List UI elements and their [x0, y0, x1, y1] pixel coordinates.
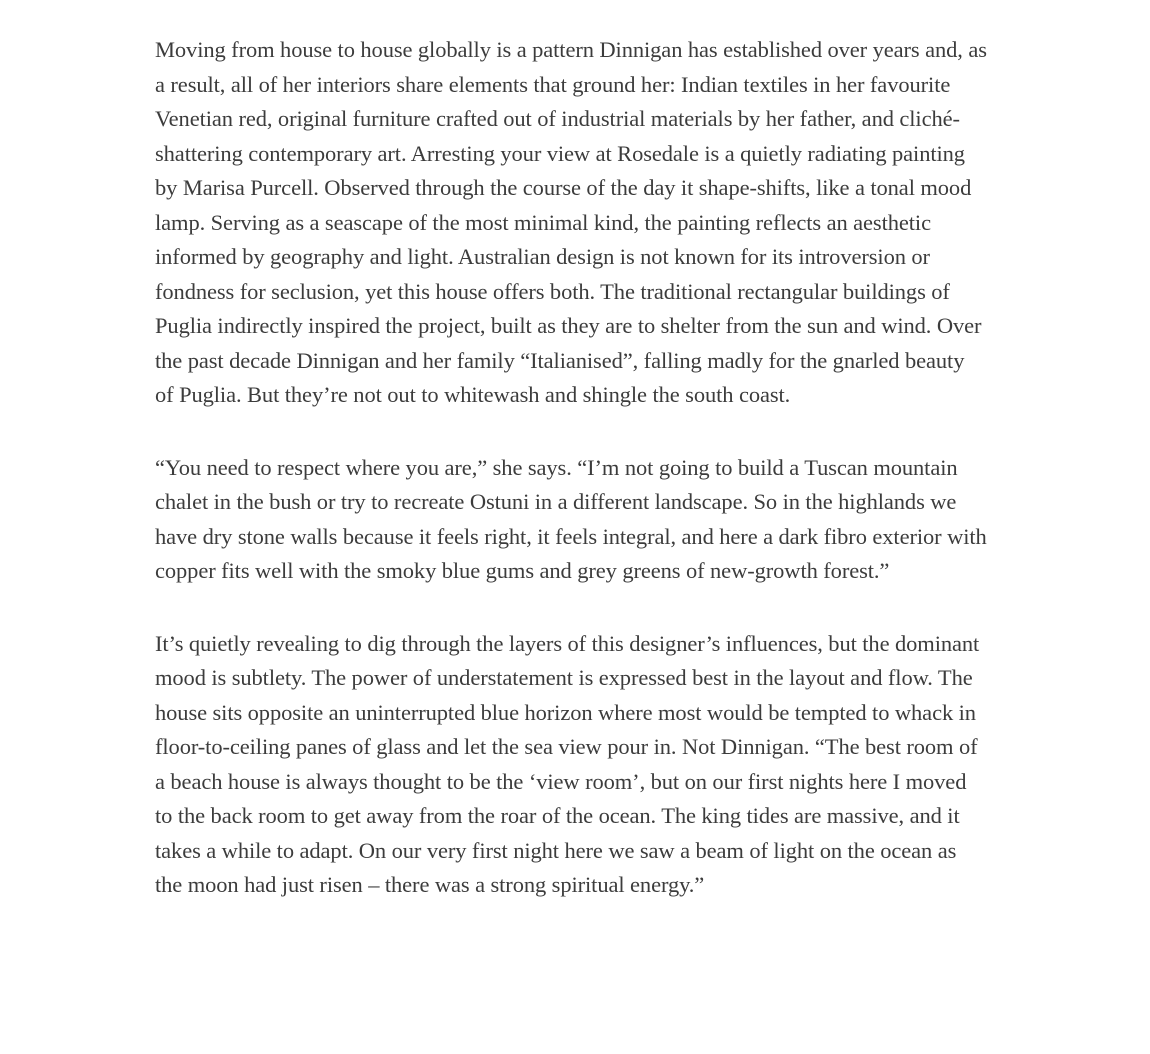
article-paragraph-3: It’s quietly revealing to dig through the layers of this designer’s influences, but the dominant mood is subtlety. The power of understatement is expressed best in the layout and flow. The house sits opposite an uninterrupted blue horizon where most would be tempted to whack in floor-to-ceiling panes of glass and let the sea view pour in. Not Dinnigan. “The best room of a beach house is always thought to be the ‘view room’, but on our first nights here I moved to the back room to get away from the roar of the ocean. The king tides are massive, and it takes a while to adapt. On our very first night here we saw a beam of light on the ocean as the moon had just risen – there was a strong spiritual energy.”	[155, 630, 980, 897]
article-body	[155, 33, 987, 903]
article-paragraph-2: “You need to respect where you are,” she says. “I’m not going to build a Tuscan mountain chalet in the bush or try to recreate Ostuni in a different landscape. So in the highlands we have dry stone walls because it feels right, it feels integral, and here a dark fibro exterior with copper fits well with the smoky blue gums and grey greens of new-growth forest.”	[155, 454, 987, 583]
article-paragraph-1: Moving from house to house globally is a pattern Dinnigan has established over years and, as a result, all of her interiors share elements that ground her: Indian textiles in her favourite Venetian red, original furniture crafted out of industrial materials by her father, and cliché-shattering contemporary art. Arresting your view at Rosedale is a quietly radiating painting by Marisa Purcell. Observed through the course of the day it shape-shifts, like a tonal mood lamp. Serving as a seascape of the most minimal kind, the painting reflects an aesthetic informed by geography and light. Australian design is not known for its introversion or fondness for seclusion, yet this house offers both. The traditional rectangular buildings of Puglia indirectly inspired the project, built as they are to shelter from the sun and wind. Over the past decade Dinnigan and her family “Italianised”, falling madly for the gnarled beauty of Puglia. But they’re not out to whitewash and shingle the south coast.	[155, 37, 987, 407]
